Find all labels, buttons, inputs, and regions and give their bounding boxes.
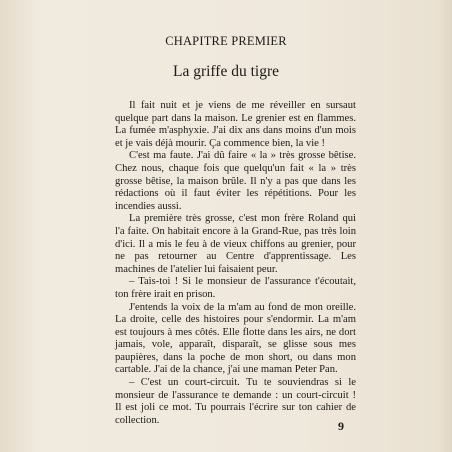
page-number: 9 [338,419,344,433]
paragraph: La première très grosse, c'est mon frère Roland qui l'a faite. On habitait encore à la Grand-Rue, pas très loin d'ici. Il a mis le feu à de vieux chiffons au grenier, pour ne pas retourner au Centre d'apprentissage. Les machines de l'atelier lui faisaient peur. [115,213,356,275]
chapter-label: CHAPITRE PREMIER [165,34,287,48]
page-edge-shadow [438,0,452,452]
chapter-title: La griffe du tigre [172,63,280,80]
paragraph: – Tais-toi ! Si le monsieur de l'assurance t'écoutait, ton frère irait en prison. [115,276,356,300]
paragraph: Il fait nuit et je viens de me réveiller en sursaut quelque part dans la maison. Le grenier est en flammes. La fumée m'asphyxie. J'ai dix ans dans moins d'un mois et je vais déjà mourir. Ça commence bien, la vie ! [115,100,356,149]
paragraph: – C'est un court-circuit. Tu te souviendras si le monsieur de l'assurance te demande : un court-circuit ! Il est joli ce mot. Tu pourrais l'écrire sur ton cahier de collection. [115,377,356,426]
paragraph: C'est ma faute. J'ai dû faire « la » très grosse bêtise. Chez nous, chaque fois que quelqu'un fait « la » très grosse bêtise, la maison brûle. Il n'y a pas que dans les rédactions où il faut éviter les répétitions. Pour les incendies aussi. [115,150,356,212]
body-text [115,100,356,427]
paragraph: J'entends la voix de la m'am au fond de mon oreille. La droite, celle des histoires pour s'endormir. La m'am est toujours à mes côtés. Elle flotte dans les airs, ne dort jamais, vole, apparaît, disparaît, se glisse sous mes paupières, dans la poche de mon short, ou dans mon cartable. J'ai de la chance, j'ai une maman Peter Pan. [115,301,356,376]
